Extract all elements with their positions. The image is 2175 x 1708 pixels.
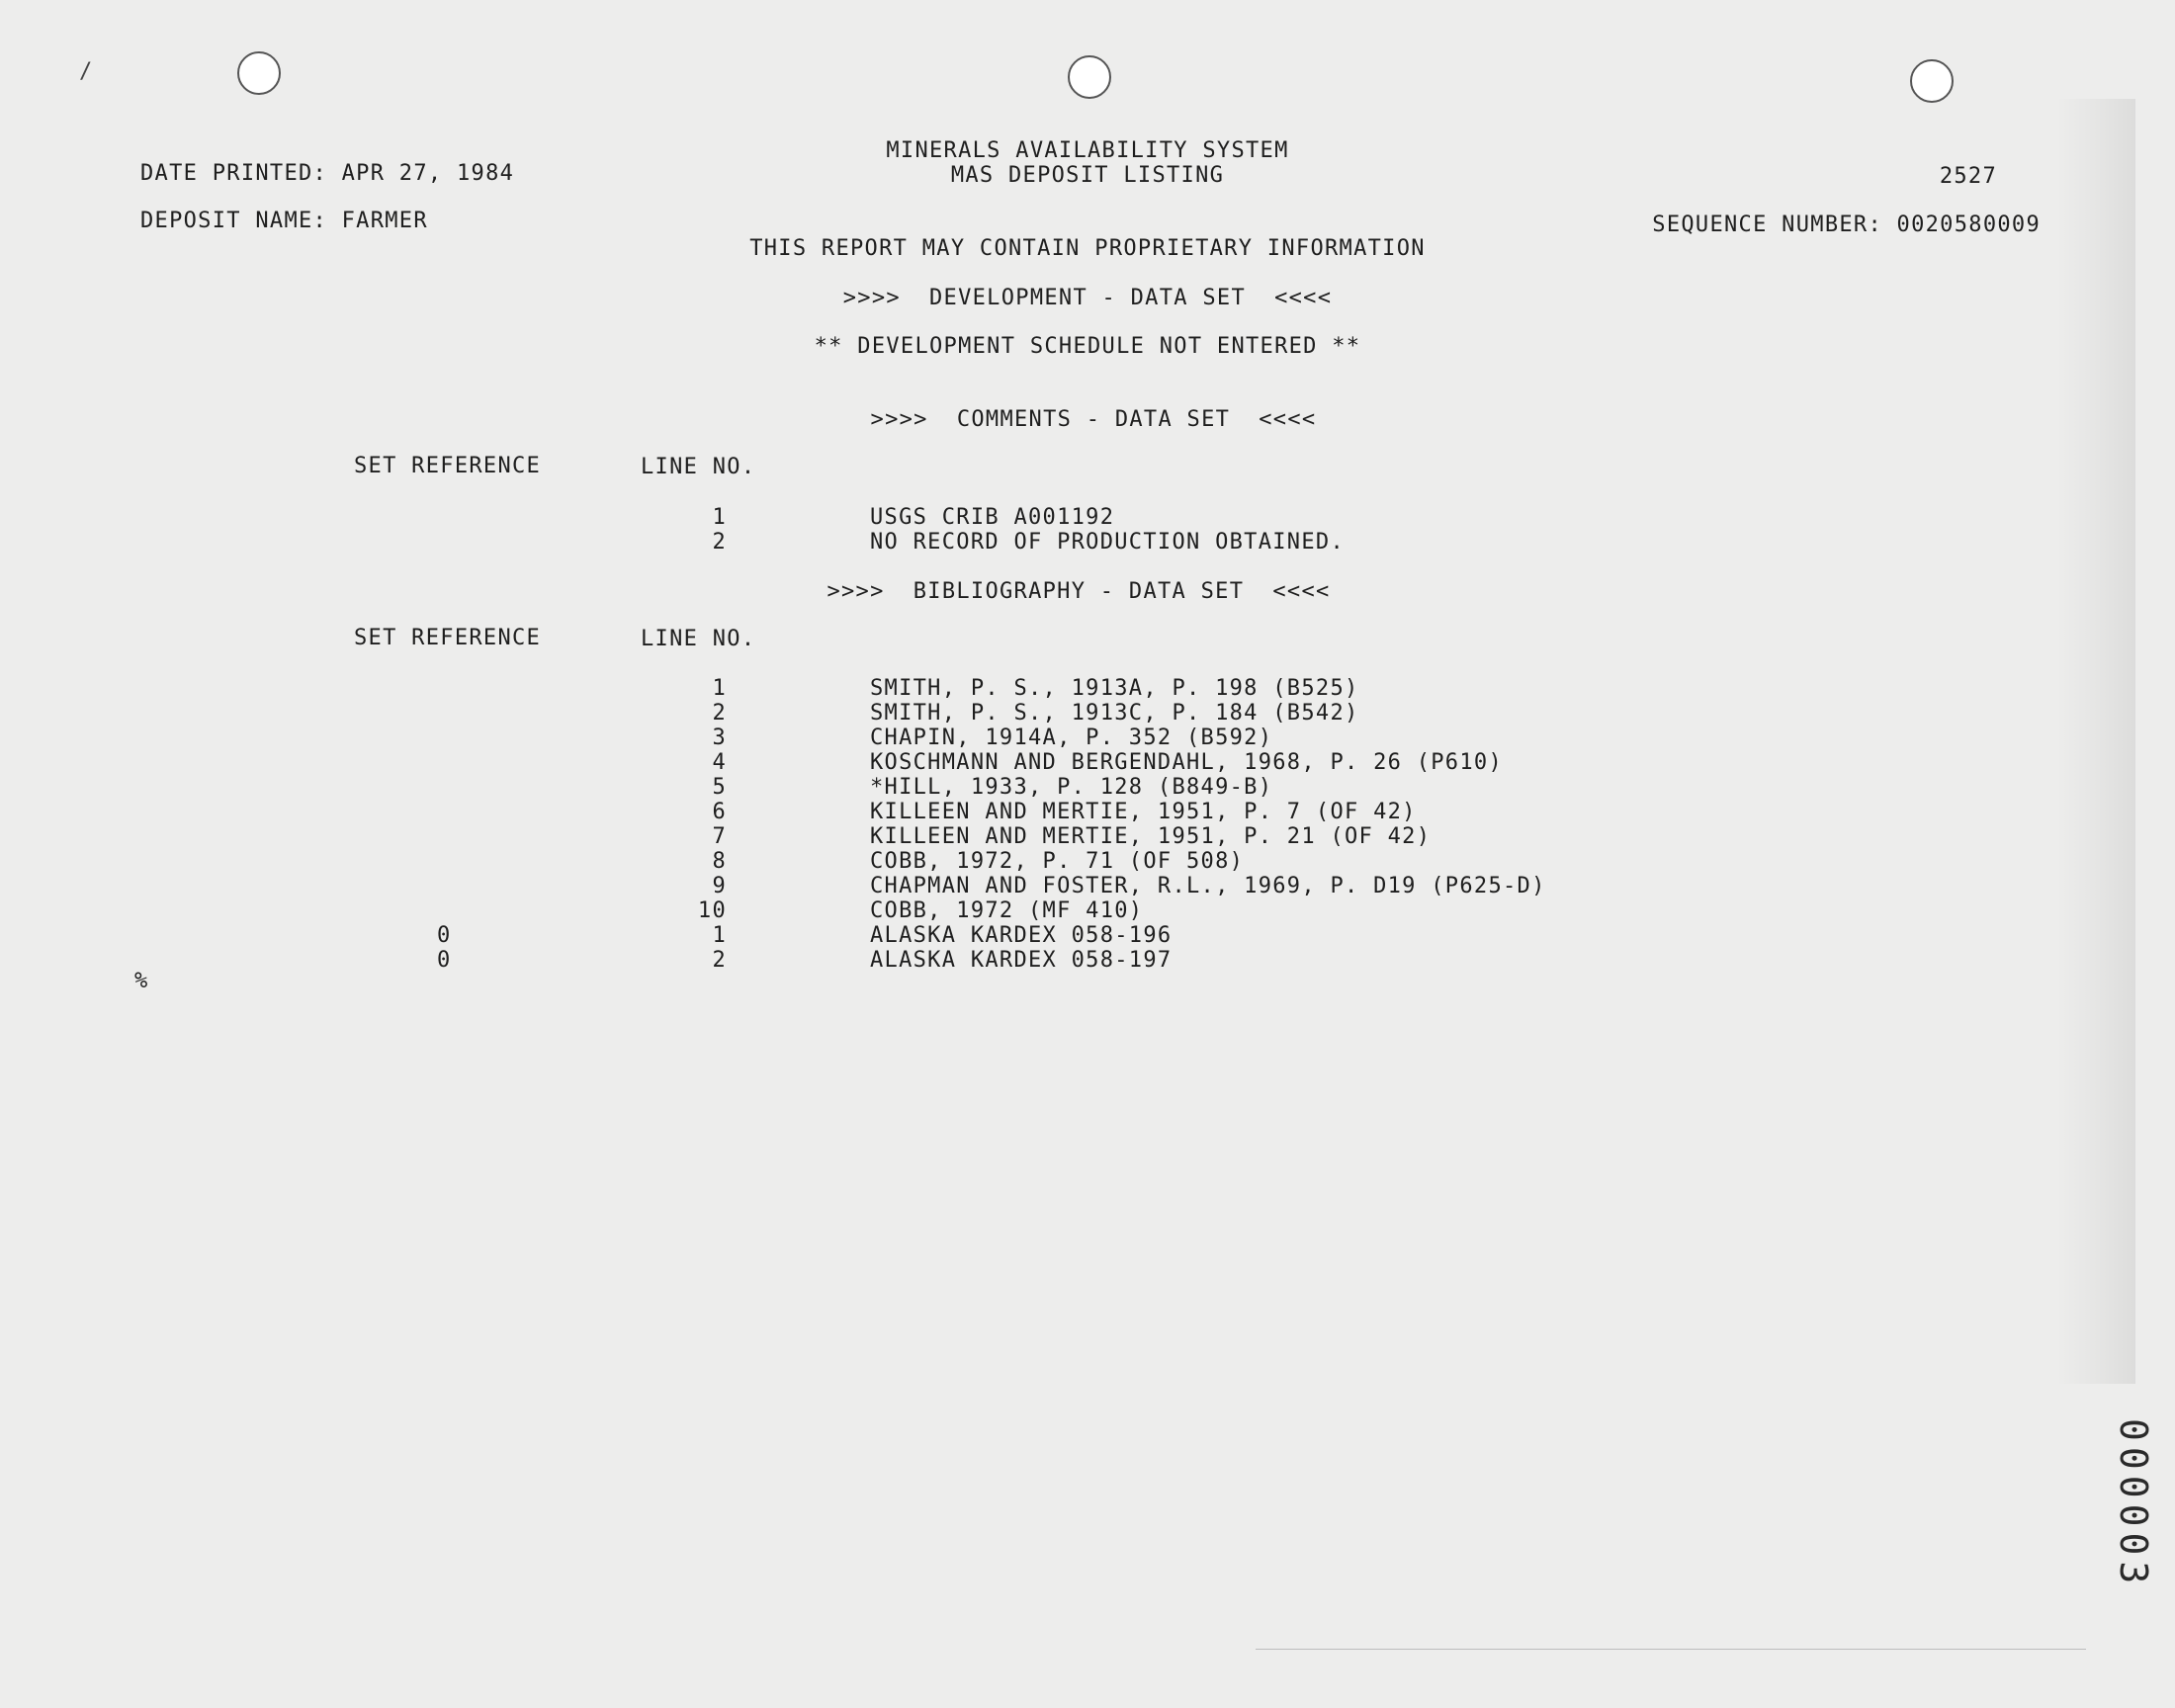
row-line-no: 1	[712, 505, 727, 530]
listing-title: MAS DEPOSIT LISTING	[950, 163, 1225, 188]
row-line-no: 1	[712, 923, 727, 948]
development-note: ** DEVELOPMENT SCHEDULE NOT ENTERED **	[814, 334, 1361, 359]
development-heading: >>>> DEVELOPMENT - DATA SET <<<<	[842, 286, 1333, 310]
sequence-number: SEQUENCE NUMBER: 0020580009	[1652, 213, 2041, 237]
row-line-no: 3	[712, 726, 727, 750]
row-line-no: 6	[712, 800, 727, 824]
bibliography-col-set-reference: SET REFERENCE	[354, 626, 542, 650]
bibliography-col-line-no: LINE NO.	[641, 627, 756, 651]
row-text: SMITH, P. S., 1913C, P. 184 (B542)	[870, 701, 1359, 726]
row-text: NO RECORD OF PRODUCTION OBTAINED.	[870, 530, 1345, 555]
proprietary-notice: THIS REPORT MAY CONTAIN PROPRIETARY INFORMATION	[749, 236, 1426, 261]
row-text: CHAPMAN AND FOSTER, R.L., 1969, P. D19 (P625-D)	[870, 874, 1546, 898]
row-text: CHAPIN, 1914A, P. 352 (B592)	[870, 726, 1273, 750]
deposit-name: DEPOSIT NAME: FARMER	[140, 209, 428, 233]
page-edge-stamp: 000003	[2112, 1418, 2155, 1590]
end-of-listing-mark: %	[134, 969, 149, 993]
page-fold-line	[1256, 1649, 2086, 1650]
row-text: COBB, 1972 (MF 410)	[870, 898, 1144, 923]
row-line-no: 2	[712, 530, 727, 555]
scan-shadow	[2056, 99, 2135, 1384]
row-line-no: 5	[712, 775, 727, 800]
row-text: *HILL, 1933, P. 128 (B849-B)	[870, 775, 1273, 800]
row-line-no: 10	[697, 898, 727, 923]
comments-heading: >>>> COMMENTS - DATA SET <<<<	[870, 407, 1317, 432]
row-text: KOSCHMANN AND BERGENDAHL, 1968, P. 26 (P610)	[870, 750, 1503, 775]
punch-hole-center	[1068, 55, 1111, 99]
page-number: 2527	[1939, 164, 1997, 189]
row-line-no: 9	[712, 874, 727, 898]
date-printed: DATE PRINTED: APR 27, 1984	[140, 161, 515, 186]
row-text: COBB, 1972, P. 71 (OF 508)	[870, 849, 1245, 874]
row-line-no: 8	[712, 849, 727, 874]
system-title: MINERALS AVAILABILITY SYSTEM	[886, 138, 1289, 163]
bibliography-heading: >>>> BIBLIOGRAPHY - DATA SET <<<<	[826, 579, 1331, 604]
punch-hole-right	[1910, 59, 1954, 103]
row-set-reference: 0	[437, 923, 452, 948]
row-line-no: 2	[712, 701, 727, 726]
row-text: ALASKA KARDEX 058-197	[870, 948, 1173, 973]
comments-col-line-no: LINE NO.	[641, 455, 756, 479]
row-text: KILLEEN AND MERTIE, 1951, P. 7 (OF 42)	[870, 800, 1417, 824]
row-text: ALASKA KARDEX 058-196	[870, 923, 1173, 948]
row-line-no: 1	[712, 676, 727, 701]
row-line-no: 7	[712, 824, 727, 849]
row-set-reference: 0	[437, 948, 452, 973]
row-text: USGS CRIB A001192	[870, 505, 1115, 530]
row-text: KILLEEN AND MERTIE, 1951, P. 21 (OF 42)	[870, 824, 1432, 849]
comments-col-set-reference: SET REFERENCE	[354, 454, 542, 478]
row-line-no: 2	[712, 948, 727, 973]
margin-tick: /	[79, 59, 93, 84]
punch-hole-left	[237, 51, 281, 95]
row-text: SMITH, P. S., 1913A, P. 198 (B525)	[870, 676, 1359, 701]
row-line-no: 4	[712, 750, 727, 775]
